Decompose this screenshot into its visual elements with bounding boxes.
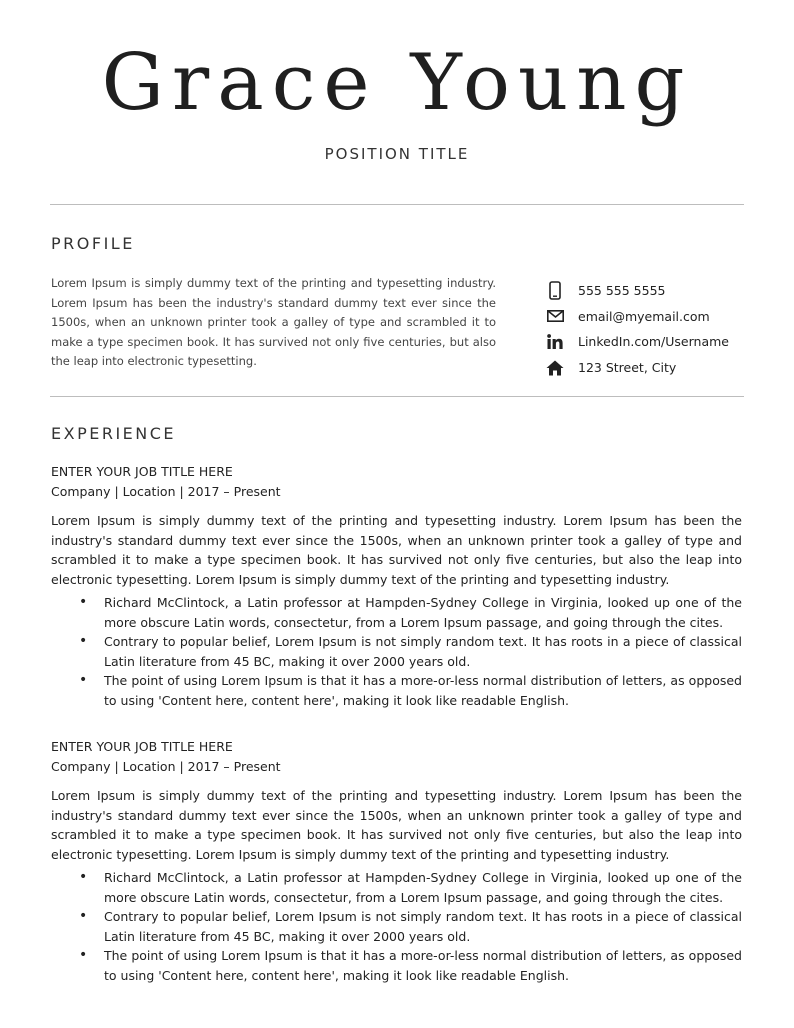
candidate-name: Grace Young <box>101 38 693 128</box>
contact-linkedin[interactable] <box>545 329 745 355</box>
job-bullets <box>51 868 742 985</box>
job-entry <box>51 737 742 985</box>
job-description: Lorem Ipsum is simply dummy text of the printing and typesetting industry. Lorem Ipsum has been the industry's standard dummy text ever since the 1500s, when an unknown printer took a galley of type and scrambled it to make a type specimen book. It has survived not only five centuries, but also the leap into electronic typesetting. Lorem Ipsum is simply dummy text of the printing and typesetting industry. <box>51 513 742 587</box>
profile-heading: PROFILE <box>51 234 135 253</box>
bullet-icon: • <box>79 633 88 649</box>
bullet-text: Contrary to popular belief, Lorem Ipsum is not simply random text. It has roots in a piece of classical Latin literature from 45 BC, making it over 2000 years old. <box>104 909 742 944</box>
linkedin-icon <box>545 332 565 352</box>
position-title: POSITION TITLE <box>324 145 470 163</box>
bullet-icon: • <box>79 947 88 963</box>
contact-info <box>545 278 745 380</box>
bullet-item <box>51 946 742 985</box>
job-bullets <box>51 593 742 710</box>
job-description: Lorem Ipsum is simply dummy text of the printing and typesetting industry. Lorem Ipsum has been the industry's standard dummy text ever since the 1500s, when an unknown printer took a galley of type and scrambled it to make a type specimen book. It has survived not only five centuries, but also the leap into electronic typesetting. Lorem Ipsum is simply dummy text of the printing and typesetting industry. <box>51 788 742 862</box>
profile-summary: Lorem Ipsum is simply dummy text of the printing and typesetting industry. Lorem Ipsum has been the industry's standard dummy text ever since the 1500s, when an unknown printer took a galley of type and scrambled it to make a type specimen book. It has survived not only five centuries, but also the leap into electronic typesetting. <box>51 276 496 368</box>
contact-phone <box>545 278 745 304</box>
job-meta: Company | Location | 2017 – Present <box>51 484 281 499</box>
email-text[interactable]: email@myemail.com <box>578 308 710 324</box>
phone-icon <box>545 281 565 301</box>
bullet-icon: • <box>79 869 88 885</box>
bullet-text: Richard McClintock, a Latin professor at Hampden-Sydney College in Virginia, looked up one of the more obscure Latin words, consectetur, from a Lorem Ipsum passage, and going through the cites. <box>104 870 742 905</box>
bullet-text: The point of using Lorem Ipsum is that it has a more-or-less normal distribution of letters, as opposed to using 'Content here, content here', making it look like readable English. <box>104 673 742 708</box>
contact-address <box>545 355 745 381</box>
bullet-icon: • <box>79 672 88 688</box>
email-icon <box>545 306 565 326</box>
home-icon <box>545 358 565 378</box>
job-title: ENTER YOUR JOB TITLE HERE <box>51 739 233 754</box>
address-text: 123 Street, City <box>578 360 677 376</box>
phone-text: 555 555 5555 <box>578 283 666 299</box>
bullet-item <box>51 671 742 710</box>
bullet-icon: • <box>79 908 88 924</box>
experience-heading: EXPERIENCE <box>51 424 177 443</box>
linkedin-text[interactable]: LinkedIn.com/Username <box>578 334 729 350</box>
bullet-item <box>51 593 742 632</box>
job-meta: Company | Location | 2017 – Present <box>51 759 281 774</box>
bullet-icon: • <box>79 594 88 610</box>
job-entry <box>51 462 742 710</box>
bullet-item <box>51 632 742 671</box>
divider <box>50 204 744 205</box>
job-title: ENTER YOUR JOB TITLE HERE <box>51 464 233 479</box>
bullet-text: Richard McClintock, a Latin professor at Hampden-Sydney College in Virginia, looked up one of the more obscure Latin words, consectetur, from a Lorem Ipsum passage, and going through the cites. <box>104 595 742 630</box>
bullet-text: The point of using Lorem Ipsum is that it has a more-or-less normal distribution of letters, as opposed to using 'Content here, content here', making it look like readable English. <box>104 948 742 983</box>
bullet-item <box>51 868 742 907</box>
contact-email[interactable] <box>545 304 745 330</box>
divider <box>50 396 744 397</box>
bullet-item <box>51 907 742 946</box>
bullet-text: Contrary to popular belief, Lorem Ipsum is not simply random text. It has roots in a piece of classical Latin literature from 45 BC, making it over 2000 years old. <box>104 634 742 669</box>
